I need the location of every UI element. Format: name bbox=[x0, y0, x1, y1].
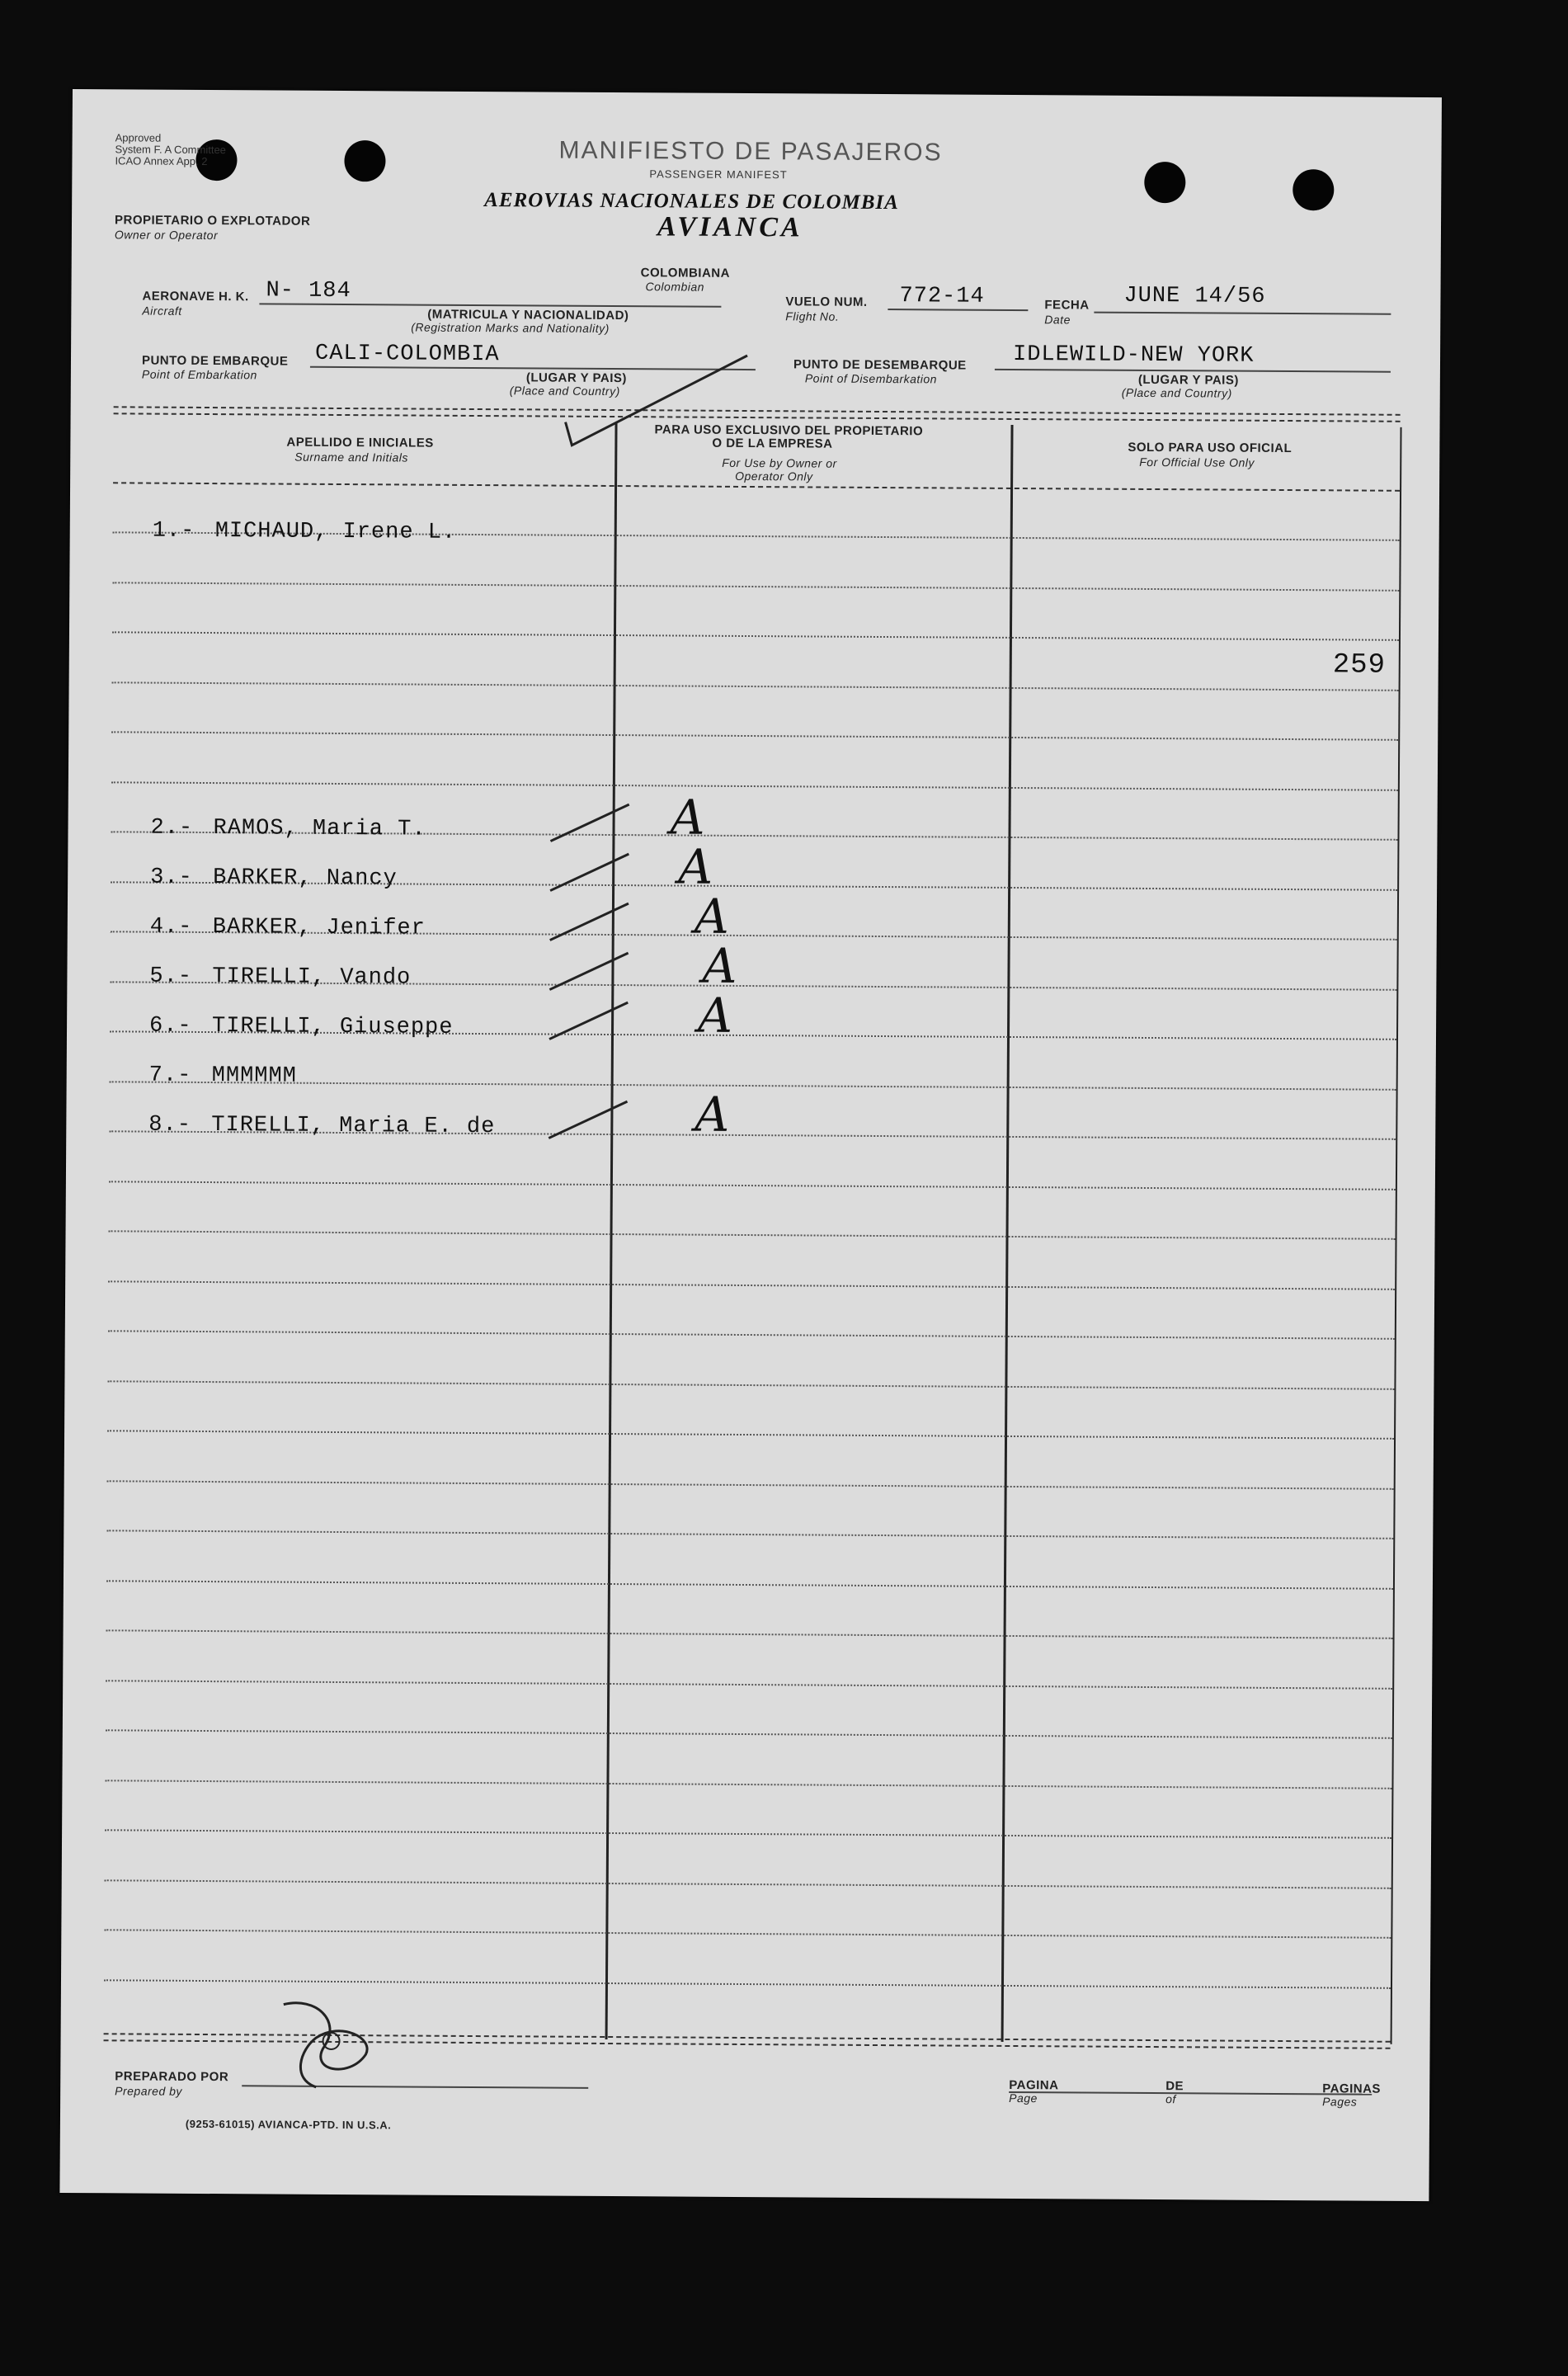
ruled-line bbox=[109, 1181, 1396, 1190]
page-label: PAGINA bbox=[1009, 2077, 1059, 2093]
passenger-number: 3.- bbox=[150, 865, 193, 890]
handwritten-mark: A bbox=[670, 789, 705, 846]
punch-hole-3 bbox=[1144, 162, 1185, 203]
embark-label: PUNTO DE EMBARQUE bbox=[141, 353, 289, 369]
punch-hole-4 bbox=[1293, 169, 1334, 210]
column-header-rule bbox=[113, 482, 1400, 492]
passenger-name: RAMOS, Maria T. bbox=[213, 816, 426, 842]
passenger-number: 8.- bbox=[148, 1112, 192, 1138]
date-label-en: Date bbox=[1044, 313, 1071, 327]
passenger-name: TIRELLI, Maria E. de bbox=[211, 1113, 496, 1140]
ruled-line bbox=[106, 1729, 1392, 1739]
ruled-line bbox=[112, 631, 1399, 641]
owner-label: PROPIETARIO O EXPLOTADOR bbox=[114, 213, 311, 229]
flight-label: VUELO NUM. bbox=[785, 295, 868, 309]
passenger-number: 1.- bbox=[152, 518, 195, 544]
ruled-line bbox=[107, 1380, 1394, 1390]
col-official-label-en: For Official Use Only bbox=[1139, 455, 1255, 469]
approved-line-2: System F. A Committee bbox=[115, 143, 226, 157]
aircraft-sub-en: (Registration Marks and Nationality) bbox=[411, 320, 610, 335]
date-underline bbox=[1094, 312, 1391, 315]
passenger-name: BARKER, Jenifer bbox=[212, 915, 426, 941]
passenger-number: 2.- bbox=[150, 815, 194, 841]
aircraft-value: N- 184 bbox=[266, 278, 351, 304]
ruled-line bbox=[106, 1580, 1393, 1590]
aircraft-underline bbox=[259, 303, 721, 307]
owner-label-en: Owner or Operator bbox=[114, 228, 219, 243]
passenger-name: MMMMMM bbox=[211, 1063, 298, 1089]
disembark-label-en: Point of Disembarkation bbox=[804, 371, 938, 386]
aircraft-label-en: Aircraft bbox=[142, 304, 182, 318]
ruled-line bbox=[110, 1081, 1396, 1091]
ruled-line bbox=[105, 1829, 1391, 1839]
ruled-line bbox=[104, 1979, 1391, 1989]
col-owner-label-en-2: Operator Only bbox=[735, 469, 813, 483]
nationality-value: COLOMBIANA bbox=[640, 266, 731, 280]
of-label-en: of bbox=[1165, 2092, 1176, 2106]
pages-label-en: Pages bbox=[1322, 2095, 1358, 2109]
ruled-line bbox=[106, 1629, 1393, 1639]
embark-sub: (LUGAR Y PAIS) bbox=[525, 370, 627, 386]
brand-name: AVIANCA bbox=[657, 211, 803, 243]
col-official-label: SOLO PARA USO OFICIAL bbox=[1128, 440, 1293, 456]
page-underline bbox=[1009, 2091, 1372, 2096]
signature-scribble-icon bbox=[266, 1987, 383, 2096]
ruled-line bbox=[105, 1780, 1391, 1789]
col-owner-label-1: PARA USO EXCLUSIVO DEL PROPIETARIO bbox=[654, 422, 924, 439]
pages-label: PAGINAS bbox=[1322, 2081, 1382, 2096]
passenger-number: 6.- bbox=[148, 1013, 192, 1039]
col-names-label: APELLIDO E INICIALES bbox=[286, 435, 434, 450]
punch-hole-2 bbox=[344, 140, 385, 182]
manifest-title-en: PASSENGER MANIFEST bbox=[649, 167, 788, 182]
handwritten-mark: A bbox=[678, 838, 713, 895]
passenger-name: TIRELLI, Giuseppe bbox=[211, 1014, 454, 1040]
of-label: DE bbox=[1165, 2079, 1184, 2094]
column-divider-right bbox=[1391, 427, 1402, 2044]
tick-mark-icon bbox=[546, 899, 637, 950]
ruled-line bbox=[105, 1879, 1391, 1889]
aircraft-label: AERONAVE H. K. bbox=[142, 289, 249, 304]
ruled-line bbox=[107, 1480, 1394, 1490]
embark-label-en: Point of Embarkation bbox=[141, 367, 257, 382]
tick-mark-icon bbox=[545, 949, 636, 999]
disembark-label: PUNTO DE DESEMBARQUE bbox=[793, 357, 967, 373]
col-names-label-en: Surname and Initials bbox=[294, 450, 408, 464]
column-divider-2 bbox=[1001, 425, 1014, 2042]
manifest-title: MANIFIESTO DE PASAJEROS bbox=[558, 136, 943, 167]
ruled-line bbox=[104, 1929, 1391, 1939]
col-owner-label-2: O DE LA EMPRESA bbox=[712, 436, 833, 451]
disembark-value: IDLEWILD-NEW YORK bbox=[1012, 342, 1255, 369]
official-note: 259 bbox=[1332, 649, 1387, 681]
page-label-en: Page bbox=[1009, 2091, 1038, 2105]
prepared-label-en: Prepared by bbox=[115, 2084, 183, 2098]
ruled-line bbox=[106, 1530, 1393, 1539]
nationality-en: Colombian bbox=[645, 280, 705, 294]
embark-value: CALI-COLOMBIA bbox=[314, 341, 500, 368]
printer-note: (9253-61015) AVIANCA-PTD. IN U.S.A. bbox=[185, 2117, 392, 2132]
disembark-underline bbox=[995, 369, 1391, 373]
passenger-number: 7.- bbox=[148, 1063, 192, 1088]
manifest-sheet bbox=[59, 89, 1442, 2201]
passenger-name: TIRELLI, Vando bbox=[212, 964, 412, 991]
ruled-line bbox=[111, 781, 1398, 791]
approved-line-1: Approved bbox=[115, 131, 162, 144]
handwritten-mark: A bbox=[702, 937, 737, 994]
handwritten-mark: A bbox=[697, 987, 733, 1044]
ruled-line bbox=[107, 1430, 1394, 1440]
passenger-number: 5.- bbox=[149, 964, 193, 989]
ruled-line bbox=[112, 681, 1399, 691]
approved-line-3: ICAO Annex App. 2 bbox=[115, 154, 208, 168]
passenger-name: MICHAUD, Irene L. bbox=[214, 519, 457, 545]
flight-underline bbox=[888, 309, 1028, 311]
flight-label-en: Flight No. bbox=[785, 309, 840, 323]
prepared-label: PREPARADO POR bbox=[115, 2069, 229, 2085]
tick-mark-icon bbox=[545, 998, 636, 1049]
disembark-sub: (LUGAR Y PAIS) bbox=[1137, 372, 1239, 388]
ruled-line bbox=[108, 1280, 1395, 1290]
handwritten-mark: A bbox=[695, 1086, 730, 1143]
passenger-name: BARKER, Nancy bbox=[213, 865, 398, 892]
tick-mark-icon bbox=[546, 850, 637, 900]
passenger-number: 4.- bbox=[149, 914, 193, 940]
ruled-line bbox=[111, 731, 1398, 741]
ruled-lines bbox=[73, 89, 1442, 97]
tick-mark-icon bbox=[544, 1097, 635, 1148]
embark-sub-en: (Place and Country) bbox=[509, 384, 620, 398]
handwritten-mark: A bbox=[694, 888, 729, 945]
col-owner-label-en-1: For Use by Owner or bbox=[722, 455, 837, 470]
flight-value: 772-14 bbox=[899, 284, 985, 309]
date-value: JUNE 14/56 bbox=[1123, 283, 1266, 309]
date-label: FECHA bbox=[1044, 298, 1090, 313]
aircraft-sub: (MATRICULA Y NACIONALIDAD) bbox=[427, 307, 629, 323]
ruled-line bbox=[109, 1230, 1396, 1240]
company-name: AEROVIAS NACIONALES DE COLOMBIA bbox=[484, 189, 899, 214]
ruled-line bbox=[108, 1330, 1395, 1340]
column-divider-1 bbox=[605, 422, 618, 2039]
ruled-line bbox=[112, 582, 1399, 592]
disembark-sub-en: (Place and Country) bbox=[1121, 385, 1232, 400]
ruled-line bbox=[106, 1680, 1392, 1690]
tick-mark-icon bbox=[546, 800, 637, 851]
check-mark-icon bbox=[557, 348, 756, 497]
